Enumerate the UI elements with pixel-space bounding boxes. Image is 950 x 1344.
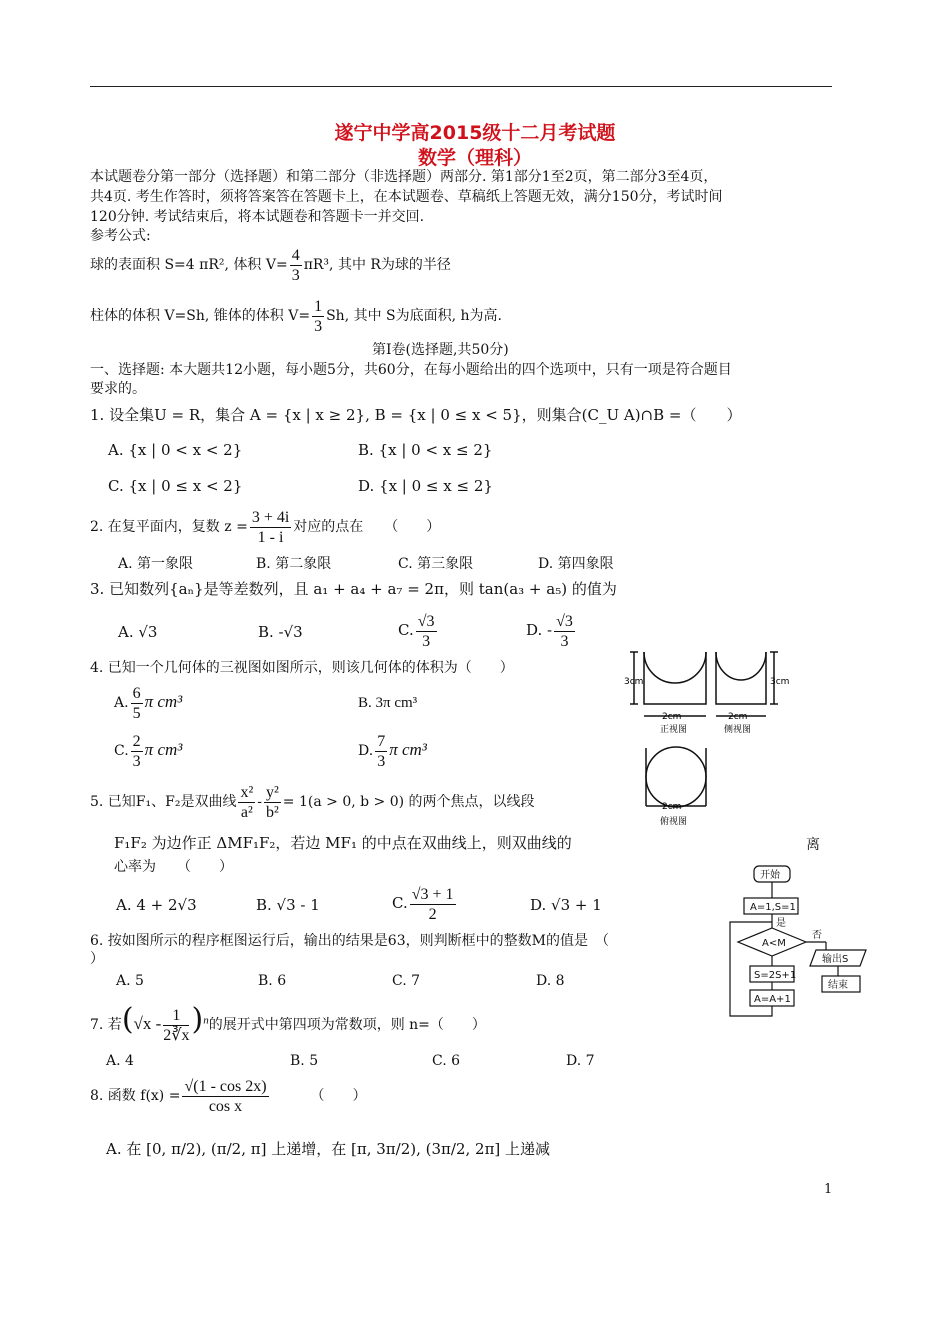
q1-option-a: A. {x | 0 < x < 2} xyxy=(108,441,243,459)
flow-step1-label: S=2S+1 xyxy=(754,970,797,981)
q1-option-c: C. {x | 0 ≤ x < 2} xyxy=(108,477,243,495)
flowchart-figure xyxy=(724,862,874,1022)
q5-option-b: B. √3 - 1 xyxy=(256,896,320,914)
flow-end-label: 结束 xyxy=(828,980,848,991)
q5-line-2-tail: 离 xyxy=(806,837,820,853)
q3-option-c: C. $\frac{√3}{3}$ xyxy=(398,612,435,650)
front-width-label: 2cm xyxy=(662,712,682,722)
sphere-fraction: $\frac{4}{3}$ xyxy=(291,246,300,284)
prism-suffix: Sh, 其中 S为底面积, h为高. xyxy=(326,308,503,324)
intro-line-1: 本试题卷分第一部分（选择题）和第二部分（非选择题）两部分. 第1部分1至2页，第二部分3至4页， xyxy=(90,169,718,185)
flow-output-label: 输出S xyxy=(822,954,849,965)
three-view-figure xyxy=(624,648,800,834)
sphere-suffix: πR³, 其中 R为球的半径 xyxy=(303,257,451,273)
q8-option-a: A. 在 [0, π/2), (π/2, π] 上递增，在 [π, 3π/2), (3π/2, 2π] 上递减 xyxy=(106,1140,551,1158)
q3-option-b: B. -√3 xyxy=(258,623,303,641)
flow-start-label: 开始 xyxy=(760,870,780,881)
top-view-label: 俯视图 xyxy=(660,817,688,827)
intro-line-2: 共4页. 考生作答时，须将答案答在答题卡上，在本试题卷、草稿纸上答题无效，满分150分，考试时间 xyxy=(90,189,723,205)
q7-option-b: B. 5 xyxy=(290,1053,319,1069)
q5-line-1: 5. 已知F₁、F₂是双曲线 $\frac{\text{x²}}{\text{a²}}$ - $\frac{\text{y²}}{\text{b²}}$ = 1(a > 0, b > 0) 的两个焦点，以线段 xyxy=(90,783,535,821)
q5-line-2: F₁F₂ 为边作正 ΔMF₁F₂，若边 MF₁ 的中点在双曲线上，则双曲线的 xyxy=(114,834,572,852)
side-width-label: 2cm xyxy=(728,712,748,722)
page-number: 1 xyxy=(824,1182,833,1197)
q1-option-b: B. {x | 0 < x ≤ 2} xyxy=(358,441,493,459)
q4-option-d: D. $\frac{7}{3}$ π cm³ xyxy=(358,732,427,770)
section-title: 第Ⅰ卷(选择题,共50分) xyxy=(372,342,509,358)
front-view-label: 正视图 xyxy=(660,725,688,735)
q5-option-c: C. $\frac{√3 + 1}{2}$ xyxy=(392,885,454,923)
exam-title: 遂宁中学高2015级十二月考试题 xyxy=(334,122,616,144)
q2-fraction: $\frac{3 + 4i}{1 - i}$ xyxy=(251,508,290,546)
section-instr-2: 要求的。 xyxy=(90,381,146,397)
header-rule xyxy=(90,86,832,87)
q7-stem: 7. 若(√x - $\frac{1}{2∛x}$ )$^n$的展开式中第四项为常数项，则 n=（ ） xyxy=(90,1002,486,1044)
q7-option-c: C. 6 xyxy=(432,1053,461,1069)
q4-option-b: B. 3π cm³ xyxy=(358,695,418,711)
side-view xyxy=(716,652,778,716)
prism-formula xyxy=(90,296,502,336)
q7-option-a: A. 4 xyxy=(106,1053,134,1069)
prism-prefix: 柱体的体积 V=Sh, 锥体的体积 V= xyxy=(90,308,311,324)
flow-step2-label: A=A+1 xyxy=(754,994,791,1005)
flow-init-label: A=1,S=1 xyxy=(750,902,796,913)
formula-heading: 参考公式: xyxy=(90,228,151,244)
q3-option-d: D. - $\frac{√3}{3}$ xyxy=(526,612,573,650)
q6-option-d: D. 8 xyxy=(536,973,565,989)
q7-option-d: D. 7 xyxy=(566,1053,595,1069)
top-view xyxy=(646,747,706,807)
q5-option-d: D. √3 + 1 xyxy=(530,896,602,914)
q2-option-b: B. 第二象限 xyxy=(256,556,332,572)
q6-option-c: C. 7 xyxy=(392,973,421,989)
q6-stem: 6. 按如图所示的程序框图运行后，输出的结果是63，则判断框中的整数M的值是 （ xyxy=(90,933,609,949)
intro-line-3: 120分钟. 考试结束后，将本试题卷和答题卡一并交回. xyxy=(90,209,425,225)
q1-option-d: D. {x | 0 ≤ x ≤ 2} xyxy=(358,477,493,495)
q5-option-a: A. 4 + 2√3 xyxy=(116,896,197,914)
q3-stem: 3. 已知数列{aₙ}是等差数列，且 a₁ + a₄ + a₇ = 2π，则 tan(a₃ + a₅) 的值为 xyxy=(90,580,617,598)
top-width-label: 2cm xyxy=(662,802,682,812)
q4-option-c: C. $\frac{2}{3}$ π cm³ xyxy=(114,732,183,770)
q6-stem-2: ） xyxy=(90,951,104,967)
side-height-label: 3cm xyxy=(770,677,790,687)
side-view-label: 侧视图 xyxy=(724,725,752,735)
q4-stem: 4. 已知一个几何体的三视图如图所示，则该几何体的体积为（ ） xyxy=(90,660,514,676)
q4-option-a: A. $\frac{6}{5}$ π cm³ xyxy=(114,684,183,722)
q6-option-b: B. 6 xyxy=(258,973,287,989)
q2-pre: 2. 在复平面内，复数 z = xyxy=(90,519,248,535)
q5-line-3: 心率为 （ ） xyxy=(114,859,233,875)
q8-stem: 8. 函数 f(x) = $\frac{√(1 - \cos 2x)}{\text{cos x}}$ （ ） xyxy=(90,1077,367,1115)
section-instr-1: 一、选择题: 本大题共12小题，每小题5分，共60分，在每小题给出的四个选项中，只有一项是符合题目 xyxy=(90,362,732,378)
q1-stem: 1. 设全集U = R，集合 A = {x | x ≥ 2}, B = {x | 0 ≤ x < 5}，则集合(C_U A)∩B =（ ） xyxy=(90,406,742,424)
sphere-formula xyxy=(90,245,451,285)
q6-option-a: A. 5 xyxy=(116,973,144,989)
flow-cond-label: A<M xyxy=(762,938,786,949)
q3-option-a: A. √3 xyxy=(118,623,158,641)
q2-option-d: D. 第四象限 xyxy=(538,556,614,572)
q2-stem xyxy=(90,507,440,547)
q2-post: 对应的点在 （ ） xyxy=(293,519,441,535)
q2-option-c: C. 第三象限 xyxy=(398,556,474,572)
front-height-label: 3cm xyxy=(624,677,644,687)
q2-option-a: A. 第一象限 xyxy=(118,556,194,572)
prism-fraction: $\frac{1}{3}$ xyxy=(314,297,323,335)
flow-no-label: 否 xyxy=(812,930,822,941)
flow-yes-label: 是 xyxy=(776,918,786,929)
sphere-prefix: 球的表面积 S=4 πR², 体积 V= xyxy=(90,257,288,273)
exam-subtitle: 数学（理科） xyxy=(417,147,532,169)
